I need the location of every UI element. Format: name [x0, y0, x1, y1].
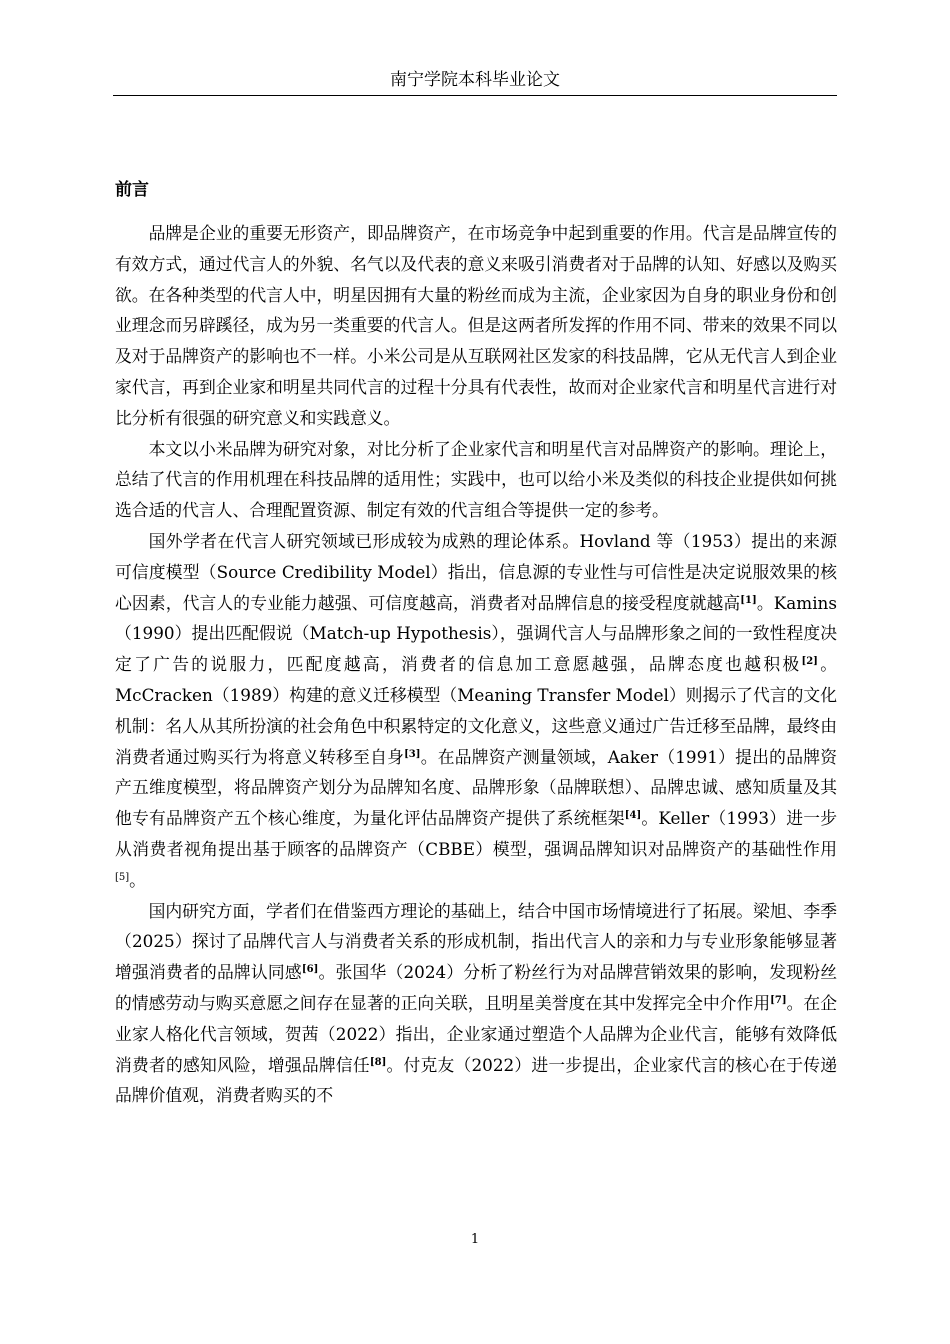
section-heading: 前言: [115, 180, 149, 200]
citation-1: [1]: [740, 594, 757, 606]
citation-3: [3]: [404, 748, 421, 760]
paragraph-3-text: 国外学者在代言人研究领域已形成较为成熟的理论体系。Hovland 等（1953）提出的来源可信度模型（Source Credibility Model）指出，信息源的专业性与可信性是决定说服效果的核心因素，代言人的专业能力越强、可信度越高，消费者对品牌信息的接受程度就越高: [115, 530, 837, 613]
paragraph-3: [115, 526, 837, 896]
citation-5: [5]: [115, 871, 130, 883]
citation-6: [6]: [301, 964, 319, 976]
header-divider: [113, 95, 837, 96]
paragraph-3-text: 。在品牌资产测量领域，Aaker（1991）提出的品牌资产五维度模型，将品牌资产划分为品牌知名度、品牌形象（品牌联想）、品牌忠诚、感知质量及其他专有品牌资产五个核心维度，为量化评估品牌资产提供了系统框架: [115, 746, 837, 829]
paragraph-3-text: 。McCracken（1989）构建的意义迁移模型（Meaning Transfer Model）则揭示了代言的文化机制：名人从其所扮演的社会角色中积累特定的文化意义，这些意义通过广告迁移至品牌，最终由消费者通过购买行为将意义转移至自身: [115, 654, 837, 767]
paragraph-2: 本文以小米品牌为研究对象，对比分析了企业家代言和明星代言对品牌资产的影响。理论上，总结了代言的作用机理在科技品牌的适用性；实践中，也可以给小米及类似的科技企业提供如何挑选合适的代言人、合理配置资源、制定有效的代言组合等提供一定的参考。: [115, 438, 837, 521]
paragraph-3-text: 。: [129, 869, 146, 890]
citation-8: [8]: [369, 1056, 387, 1068]
paragraph-4: [115, 896, 837, 1112]
paragraph-1: 品牌是企业的重要无形资产，即品牌资产，在市场竞争中起到重要的作用。代言是品牌宣传的有效方式，通过代言人的外貌、名气以及代表的意义来吸引消费者对于品牌的认知、好感以及购买欲。在各种类型的代言人中，明星因拥有大量的粉丝而成为主流，企业家因为自身的职业身份和创业理念而另辟蹊径，成为另一类重要的代言人。但是这两者所发挥的作用不同、带来的效果不同以及对于品牌资产的影响也不一样。小米公司是从互联网社区发家的科技品牌，它从无代言人到企业家代言，再到企业家和明星共同代言的过程十分具有代表性，故而对企业家代言和明星代言进行对比分析有很强的研究意义和实践意义。: [115, 223, 837, 428]
paragraph-3-text: 。Kamins（1990）提出匹配假说（Match-up Hypothesis），强调代言人与品牌形象之间的一致性程度决定了广告的说服力，匹配度越高，消费者的信息加工意愿越强，品牌态度也越积极: [115, 592, 837, 675]
paragraph-4-text: 国内研究方面，学者们在借鉴西方理论的基础上，结合中国市场情境进行了拓展。梁旭、李季（2025）探讨了品牌代言人与消费者关系的形成机制，指出代言人的亲和力与专业形象能够显著增强消费者的品牌认同感: [115, 900, 837, 983]
paragraph-3-text: 。Keller（1993）进一步从消费者视角提出基于顾客的品牌资产（CBBE）模型，强调品牌知识对品牌资产的基础性作用: [115, 808, 837, 859]
citation-2: [2]: [801, 656, 818, 668]
body-text: [115, 218, 837, 1111]
paragraph-4-text: 。付克友（2022）进一步提出，企业家代言的核心在于传递品牌价值观，消费者购买的不: [115, 1054, 837, 1106]
citation-4: [4]: [624, 810, 642, 822]
citation-7: [7]: [770, 994, 787, 1006]
paragraph-4-text: 。张国华（2024）分析了粉丝行为对品牌营销效果的影响，发现粉丝的情感劳动与购买意愿之间存在显著的正向关联，且明星美誉度在其中发挥完全中介作用: [115, 962, 837, 1013]
running-header: 南宁学院本科毕业论文: [390, 70, 560, 90]
paragraph-4-text: 。在企业家人格化代言领域，贺茜（2022）指出，企业家通过塑造个人品牌为企业代言，能够有效降低消费者的感知风险，增强品牌信任: [115, 992, 837, 1075]
page-number: 1: [470, 1232, 480, 1247]
